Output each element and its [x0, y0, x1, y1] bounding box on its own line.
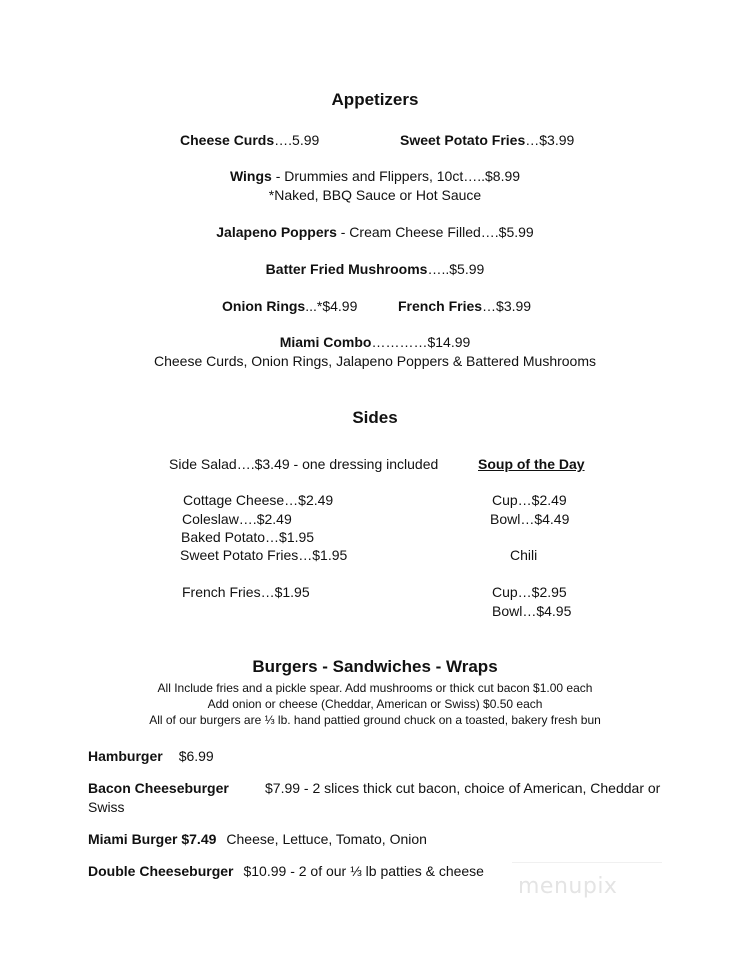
soup-of-the-day-heading: Soup of the Day [478, 456, 585, 472]
soup-price: Cup…$2.49 [492, 492, 567, 508]
menu-item-batter-fried-mushrooms: Batter Fried Mushrooms…..$5.99 [265, 261, 485, 277]
side-item: Coleslaw….$2.49 [182, 511, 292, 527]
side-item: Side Salad….$3.49 - one dressing included [169, 456, 439, 472]
menu-item-cheese-curds: Cheese Curds….5.99 [180, 132, 320, 148]
wings-note: *Naked, BBQ Sauce or Hot Sauce [268, 187, 482, 203]
appetizers-heading: Appetizers [331, 90, 419, 109]
menu-item-miami-combo: Miami Combo…………$14.99 [279, 334, 471, 350]
miami-combo-description: Cheese Curds, Onion Rings, Jalapeno Poppers & Battered Mushrooms [153, 353, 596, 369]
chili-price: Cup…$2.95 [492, 584, 567, 600]
bacon-cheeseburger-description: $7.99 - 2 slices thick cut bacon, choice of American, Cheddar or [265, 780, 661, 796]
menu-item-double-cheeseburger: Double Cheeseburger $10.99 - 2 of our ⅓ lb patties & cheese [88, 863, 484, 879]
soup-price: Bowl…$4.49 [490, 511, 570, 527]
chili-price: Bowl…$4.95 [492, 603, 572, 619]
bacon-cheeseburger-description-cont: Swiss [88, 799, 125, 815]
burgers-note: All of our burgers are ⅓ lb. hand pattied ground chuck on a toasted, bakery fresh bun [149, 713, 601, 727]
side-item: Sweet Potato Fries…$1.95 [180, 547, 348, 563]
menu-item-sweet-potato-fries: Sweet Potato Fries…$3.99 [400, 132, 575, 148]
menu-item-french-fries: French Fries…$3.99 [398, 298, 532, 314]
sides-heading: Sides [352, 408, 398, 427]
burgers-heading: Burgers - Sandwiches - Wraps [252, 657, 498, 676]
watermark-rule [512, 862, 662, 863]
menu-item-miami-burger: Miami Burger $7.49 Cheese, Lettuce, Tomato, Onion [88, 831, 427, 847]
menu-item-wings: Wings - Drummies and Flippers, 10ct…..$8.99 [229, 168, 521, 184]
menu-item-hamburger: Hamburger $6.99 [88, 748, 214, 764]
menu-item-onion-rings: Onion Rings...*$4.99 [222, 298, 358, 314]
side-item: Cottage Cheese…$2.49 [183, 492, 334, 508]
burgers-note: All Include fries and a pickle spear. Add mushrooms or thick cut bacon $1.00 each [157, 681, 593, 695]
side-item: Baked Potato…$1.95 [181, 529, 315, 545]
menu-item-bacon-cheeseburger-name: Bacon Cheeseburger [88, 780, 229, 796]
burgers-note: Add onion or cheese (Cheddar, American or Swiss) $0.50 each [207, 697, 543, 711]
menu-item-jalapeno-poppers: Jalapeno Poppers - Cream Cheese Filled….$5.99 [216, 224, 534, 240]
chili-label: Chili [510, 547, 538, 563]
menupix-watermark: menupix [518, 874, 618, 899]
side-item: French Fries…$1.95 [182, 584, 310, 600]
